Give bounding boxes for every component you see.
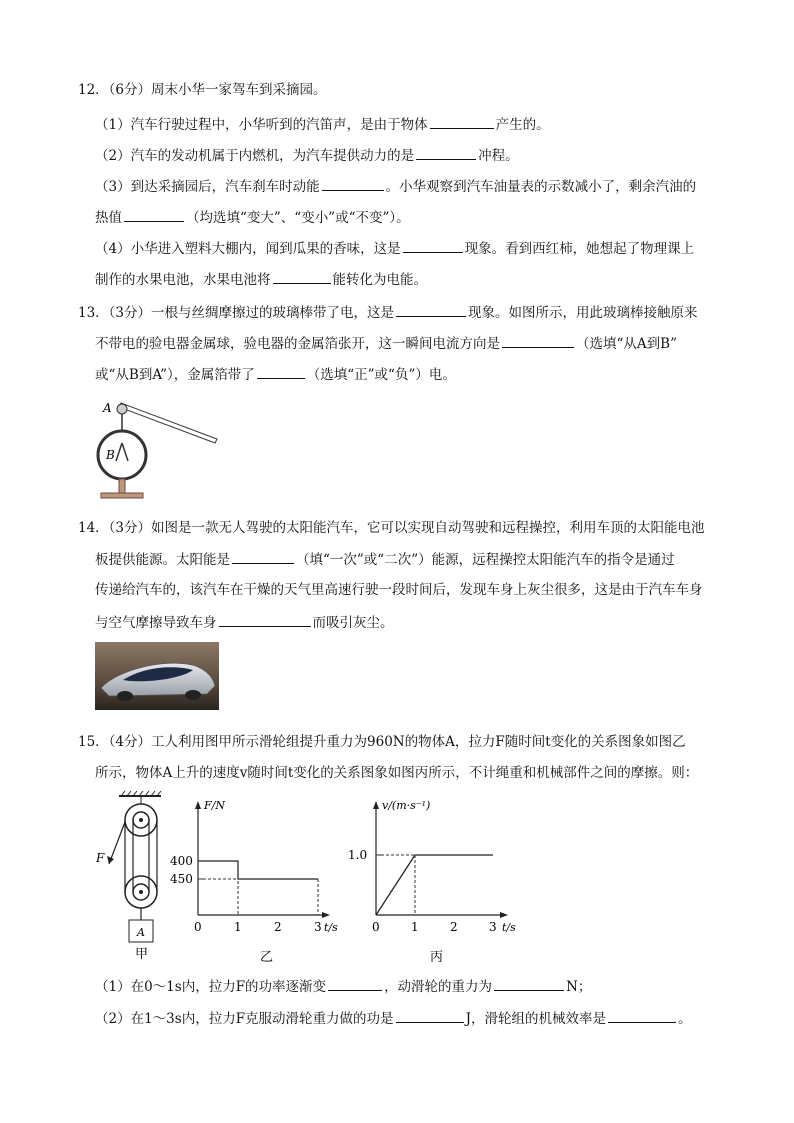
y-tick-label: 1.0 <box>348 848 368 862</box>
q14-line1: 14．（3分）如图是一款无人驾驶的太阳能汽车，它可以实现自动驾驶和远程操控，利用车顶的太阳能电池 <box>78 520 705 536</box>
answer-blank[interactable] <box>328 976 382 991</box>
q14-text: （填“一次”或“二次”）能源，远程操控太阳能汽车的指令是通过 <box>296 552 675 568</box>
velocity-time-chart <box>350 793 530 965</box>
q15-sub1 <box>95 976 591 997</box>
series-line <box>376 855 493 915</box>
q14-text: 与空气摩擦导致车身 <box>95 615 217 631</box>
answer-blank[interactable] <box>430 114 494 129</box>
x-tick-label: 1 <box>234 920 242 934</box>
answer-blank[interactable] <box>608 1008 676 1023</box>
caption-yi: 乙 <box>260 950 274 965</box>
y-tick-label: 450 <box>170 872 193 886</box>
wheel <box>185 690 201 700</box>
q12-part1-tail: 产生的。 <box>495 117 550 133</box>
force-time-chart <box>170 793 350 965</box>
q12-part4-text: （4）小华进入塑料大棚内，闻到瓜果的香味，这是 <box>95 241 401 257</box>
x-tick-label: 2 <box>274 920 282 934</box>
q15-sub2-text: （2）在1～3s内，拉力F克服动滑轮重力做的功是 <box>95 1011 394 1027</box>
q12-part3-tail: 。小华观察到汽车油量表的示数减小了，剩余汽油的 <box>385 179 697 195</box>
electroscope-figure <box>95 395 225 507</box>
q15-sub2-text: J，滑轮组的机械效率是 <box>465 1011 606 1027</box>
answer-blank[interactable] <box>219 612 311 627</box>
q14-line2 <box>95 549 675 570</box>
q12-part3-text2: 热值 <box>95 210 122 226</box>
q12-part2-tail: 冲程。 <box>478 148 519 164</box>
q15-line2: 所示，物体A上升的速度v随时间t变化的关系图象如图丙所示，不计绳重和机械部件之间的摩擦。则： <box>95 765 699 781</box>
answer-blank[interactable] <box>494 976 564 991</box>
label-object-a: A <box>137 926 145 939</box>
x-tick-label: 3 <box>314 920 322 934</box>
answer-blank[interactable] <box>403 238 463 253</box>
stand-base <box>101 493 143 498</box>
stand-post <box>119 479 125 493</box>
wheel <box>117 691 133 701</box>
y-axis-label: F/N <box>204 799 225 812</box>
q12-part4 <box>95 238 694 259</box>
y-axis-label: v/(m·s⁻¹) <box>382 799 431 812</box>
q15-sub2 <box>95 1008 691 1029</box>
q12-part4-cont <box>95 269 427 290</box>
rope <box>109 820 157 892</box>
caption-jia: 甲 <box>135 947 149 962</box>
x-axis-arrow <box>500 912 508 918</box>
y-axis-arrow <box>195 801 201 809</box>
answer-blank[interactable] <box>396 1008 464 1023</box>
q15-sub2-text: 。 <box>677 1011 692 1027</box>
q15-sub1-text: （1）在0～1s内，拉力F的功率逐渐变 <box>95 979 327 995</box>
x-tick-label: 0 <box>194 920 202 934</box>
x-tick-label: 3 <box>489 920 497 934</box>
answer-blank[interactable] <box>416 145 476 160</box>
y-tick-label: 400 <box>170 854 193 868</box>
answer-blank[interactable] <box>232 549 294 564</box>
q15-sub1-text: ，动滑轮的重力为 <box>384 979 493 995</box>
answer-blank[interactable] <box>396 302 466 317</box>
q12-part4-tail: 现象。看到西红柿，她想起了物理课上 <box>464 241 695 257</box>
q14-line3: 传递给汽车的，该汽车在干燥的天气里高速行驶一段时间后，发现车身上灰尘很多，这是由于汽车车身 <box>95 582 703 598</box>
q12-head: 12．（6分）周末小华一家驾车到采摘园。 <box>78 82 327 98</box>
y-axis-arrow <box>373 801 379 809</box>
q13-line2 <box>95 333 677 354</box>
q12-part3 <box>95 176 696 197</box>
q13-text: 13．（3分）一根与丝绸摩擦过的玻璃棒带了电，这是 <box>78 305 395 321</box>
label-a: A <box>103 401 112 415</box>
q12-part3-tail2: （均选填“变大”、“变小”或“不变”）。 <box>186 210 410 226</box>
q14-line4 <box>95 612 394 633</box>
q13-text: （选填“从A到B” <box>576 336 677 352</box>
answer-blank[interactable] <box>502 333 574 348</box>
answer-blank[interactable] <box>124 207 184 222</box>
q14-text: 板提供能源。太阳能是 <box>95 552 230 568</box>
q13-text: 或“从B到A”），金属箔带了 <box>95 367 255 383</box>
q13-line3 <box>95 364 456 385</box>
label-f: F <box>96 851 105 865</box>
q15-sub1-text: N； <box>566 979 592 995</box>
answer-blank[interactable] <box>257 364 305 379</box>
force-arrow <box>107 856 114 864</box>
pulley-system-figure <box>95 790 175 962</box>
x-tick-label: 2 <box>450 920 458 934</box>
q12-part3-cont <box>95 207 410 228</box>
x-axis-arrow <box>322 912 330 918</box>
x-axis-label: t/s <box>324 921 338 934</box>
q13-text: 不带电的验电器金属球，验电器的金属箔张开，这一瞬间电流方向是 <box>95 336 500 352</box>
q12-part1 <box>95 114 550 135</box>
q12-part3-text: （3）到达采摘园后，汽车刹车时动能 <box>95 179 320 195</box>
q13-text: （选填“正”或“负”）电。 <box>306 367 456 383</box>
solar-car-photo <box>95 642 219 710</box>
series-line <box>198 861 318 879</box>
x-axis-label: t/s <box>502 921 516 934</box>
metal-ball <box>117 404 127 414</box>
q12-part1-text: （1）汽车行驶过程中，小华听到的汽笛声，是由于物体 <box>95 117 428 133</box>
q13-text: 现象。如图所示，用此玻璃棒接触原来 <box>468 305 698 321</box>
x-tick-label: 1 <box>411 920 419 934</box>
q12-part2-text: （2）汽车的发动机属于内燃机，为汽车提供动力的是 <box>95 148 415 164</box>
q13-line1 <box>78 302 698 323</box>
answer-blank[interactable] <box>273 269 331 284</box>
x-tick-label: 0 <box>372 920 380 934</box>
answer-blank[interactable] <box>322 176 384 191</box>
q12-part4-tail2: 能转化为电能。 <box>332 272 427 288</box>
q15-line1: 15．（4分）工人利用图甲所示滑轮组提升重力为960N的物体A，拉力F随时间t变化的关系图象如图乙 <box>78 734 686 750</box>
q12-part2 <box>95 145 519 166</box>
q12-part4-text2: 制作的水果电池，水果电池将 <box>95 272 271 288</box>
caption-bing: 丙 <box>430 950 444 965</box>
label-b: B <box>106 448 115 462</box>
q14-text: 而吸引灰尘。 <box>312 615 394 631</box>
